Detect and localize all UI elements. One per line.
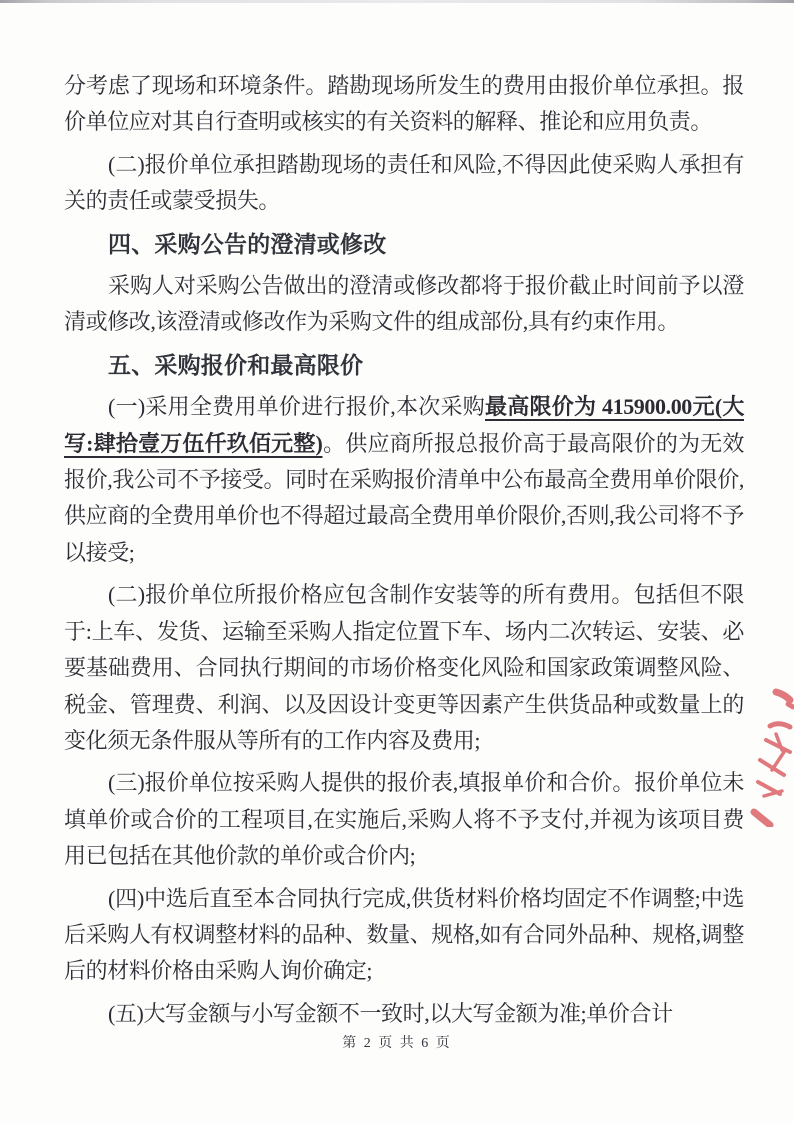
paragraph bbox=[64, 996, 744, 1032]
paragraph bbox=[64, 268, 744, 341]
text-segment: (三)报价单位按采购人提供的报价表,填报单价和合价。报价单位未填单价或合价的工程项目,在实施后,采购人将不予支付,并视为该项目费用已包括在其他价款的单价或合价内; bbox=[64, 770, 744, 869]
scan-artifact-top-line bbox=[0, 0, 794, 3]
paragraph bbox=[64, 68, 744, 141]
paragraph bbox=[64, 147, 744, 220]
text-segment: (二)报价单位承担踏勘现场的责任和风险,不得因此使采购人承担有关的责任或蒙受损失。 bbox=[64, 151, 744, 214]
text-segment: (四)中选后直至本合同执行完成,供货材料价格均固定不作调整;中选后采购人有权调整材料的品种、数量、规格,如有合同外品种、规格,调整后的材料价格由采购人询价确定; bbox=[64, 885, 744, 984]
paragraph bbox=[64, 765, 744, 874]
section-heading bbox=[64, 226, 744, 262]
section-heading bbox=[64, 347, 744, 383]
paragraph bbox=[64, 881, 744, 990]
paragraph bbox=[64, 389, 744, 571]
text-segment: 四、采购公告的澄清或修改 bbox=[108, 230, 387, 257]
text-segment: 采购人对采购公告做出的澄清或修改都将于报价截止时间前予以澄清或修改,该澄清或修改作为采购文件的组成部份,具有约束作用。 bbox=[64, 273, 744, 335]
document-body bbox=[64, 68, 744, 1038]
paragraph bbox=[64, 577, 744, 759]
red-handwriting-mark bbox=[750, 682, 794, 827]
price-limit-highlight: 最高限价为 415900.00元(大写:肆拾壹万伍仟玖佰元整) bbox=[64, 394, 744, 456]
text-segment: (二)报价单位所报价格应包含制作安装等的所有费用。包括但不限于:上车、发货、运输至采购人指定位置下车、场内二次转运、安装、必要基础费用、合同执行期间的市场价格变化风险和国家政策调整风险、税金、管理费、利润、以及因设计变更等因素产生供货品种或数量上的变化须无条件服从等所有的工作内容及费用; bbox=[64, 582, 744, 753]
page-footer bbox=[0, 1032, 794, 1052]
page-number: 第 2 页 共 6 页 bbox=[342, 1036, 452, 1051]
text-segment: 五、采购报价和最高限价 bbox=[108, 351, 364, 378]
text-segment: 分考虑了现场和环境条件。踏勘现场所发生的费用由报价单位承担。报价单位应对其自行查明或核实的有关资料的解释、推论和应用负责。 bbox=[64, 73, 744, 135]
text-segment: (一)采用全费用单价进行报价,本次采购 bbox=[108, 394, 485, 420]
text-segment: (五)大写金额与小写金额不一致时,以大写金额为准;单价合计 bbox=[108, 1000, 673, 1026]
text-segment: 。供应商所报总报价高于最高限价的为无效报价,我公司不予接受。同时在采购报价清单中公布最高全费用单价限价,供应商的全费用单价也不得超过最高全费用单价限价,否则,我公司将不予以接受; bbox=[64, 430, 744, 565]
